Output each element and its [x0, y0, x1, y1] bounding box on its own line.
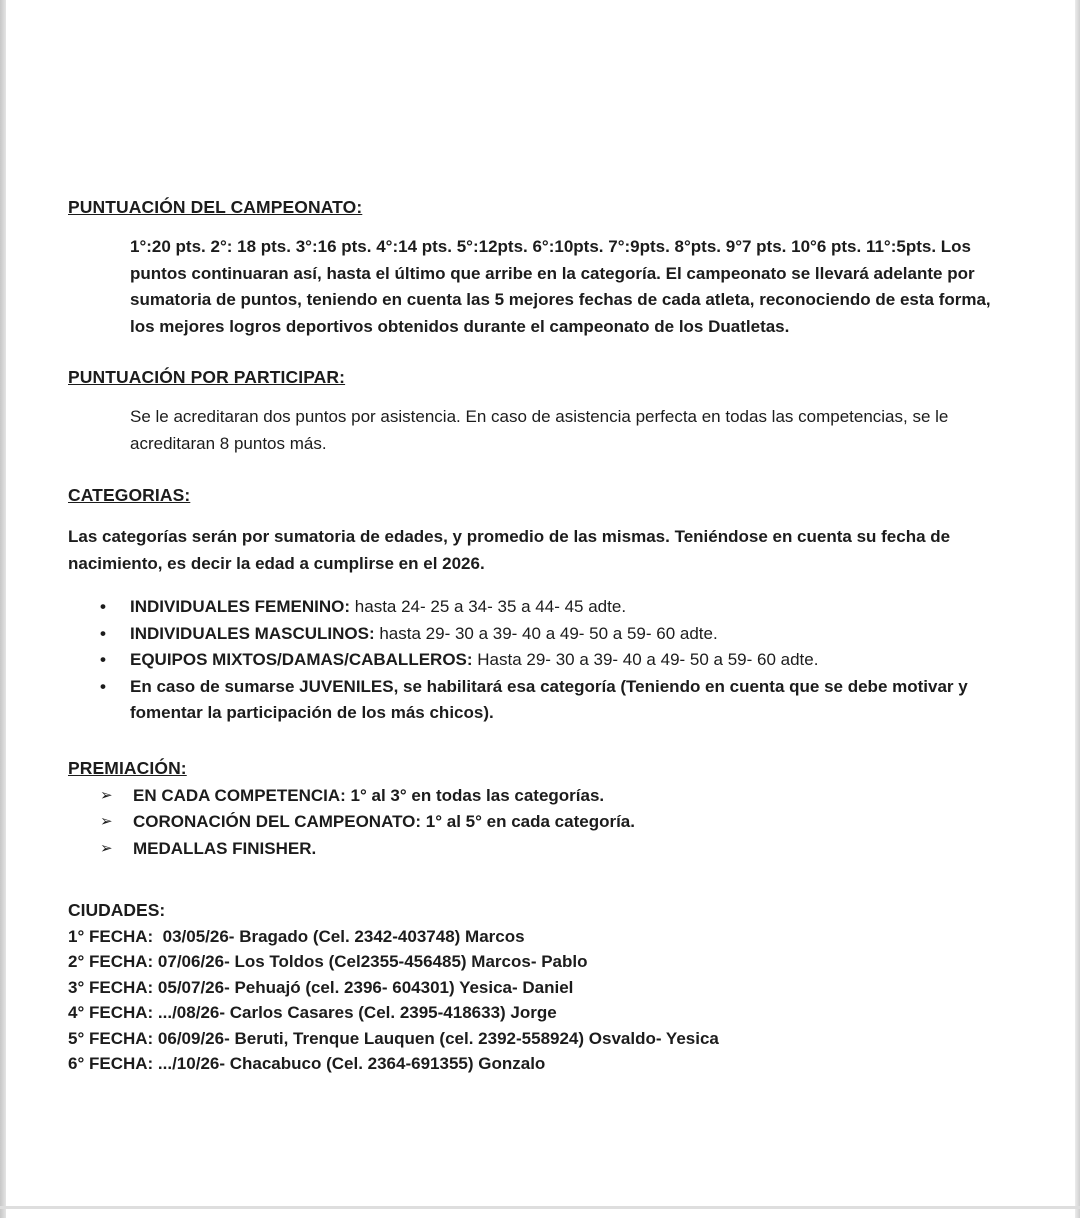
list-item-en-cada-competencia [100, 783, 1012, 810]
fecha-line-2: 2° FECHA: 07/06/26- Los Toldos (Cel2355-456485) Marcos- Pablo [68, 952, 588, 971]
arrow-bullet-icon: ➢ [100, 813, 113, 830]
fecha-line-4: 4° FECHA: .../08/26- Carlos Casares (Cel. 2395-418633) Jorge [68, 1003, 557, 1022]
list-item-coronacion [100, 809, 1012, 836]
list-item-individuales-femenino [100, 594, 1012, 621]
section-heading-puntuacion-campeonato: PUNTUACIÓN DEL CAMPEONATO: [68, 197, 363, 217]
paragraph-puntuacion-campeonato: 1°:20 pts. 2°: 18 pts. 3°:16 pts. 4°:14 pts. 5°:12pts. 6°:10pts. 7°:9pts. 8°pts. 9°7 pts. 10°6 pts. 11°:5pts. Los puntos continuaran así, hasta el último que arribe en la categoría. El campeonato se llevará adelante por sumatoria de puntos, teniendo en cuenta las 5 mejores fechas de cada atleta, reconociendo de esta forma, los mejores logros deportivos obtenidos durante el campeonato de los Duatletas. [130, 237, 991, 336]
list-item-text: EQUIPOS MIXTOS/DAMAS/CABALLEROS: Hasta 29- 30 a 39- 40 a 49- 50 a 59- 60 adte. [130, 650, 819, 669]
categorias-list [100, 594, 1012, 727]
page-bottom-edge [0, 1206, 1080, 1209]
section-heading-ciudades: CIUDADES: [68, 900, 166, 920]
bullet-icon: • [100, 623, 106, 643]
list-item-text: INDIVIDUALES MASCULINOS: hasta 29- 30 a 39- 40 a 49- 50 a 59- 60 adte. [130, 623, 718, 643]
list-item-text: En caso de sumarse JUVENILES, se habilitará esa categoría (Teniendo en cuenta que se debe motivar y fomentar la participación de los más chicos). [130, 676, 968, 722]
list-item-text: INDIVIDUALES FEMENINO: hasta 24- 25 a 34- 35 a 44- 45 adte. [130, 597, 627, 616]
list-item-individuales-masculinos [100, 621, 1012, 648]
fecha-line-3: 3° FECHA: 05/07/26- Pehuajó (cel. 2396- 604301) Yesica- Daniel [68, 977, 574, 997]
paragraph-categorias-intro: Las categorías serán por sumatoria de edades, y promedio de las mismas. Teniéndose en cuenta su fecha de nacimiento, es decir la edad a cumplirse en el 2026. [68, 527, 951, 573]
fecha-line-6: 6° FECHA: .../10/26- Chacabuco (Cel. 2364-691355) Gonzalo [68, 1054, 546, 1073]
list-item-text: MEDALLAS FINISHER. [133, 838, 317, 858]
bullet-icon: • [100, 650, 106, 669]
list-item-equipos-mixtos [100, 647, 1012, 674]
fecha-line-1: 1° FECHA: 03/05/26- Bragado (Cel. 2342-403748) Marcos [68, 926, 525, 946]
paragraph-puntuacion-participar: Se le acreditaran dos puntos por asistencia. En caso de asistencia perfecta en todas las competencias, se le acreditaran 8 puntos más. [130, 407, 949, 453]
bullet-icon: • [100, 597, 106, 616]
list-item-text: CORONACIÓN DEL CAMPEONATO: 1° al 5° en cada categoría. [133, 812, 635, 831]
bullet-icon: • [100, 676, 106, 696]
section-heading-premiacion: PREMIACIÓN: [68, 757, 187, 778]
list-item-medallas-finisher [100, 836, 1012, 863]
list-item-text: EN CADA COMPETENCIA: 1° al 3° en todas las categorías. [133, 785, 605, 805]
fechas-list [68, 924, 1012, 1077]
page-right-edge [1075, 0, 1080, 1218]
list-item-juveniles [100, 674, 1012, 727]
section-heading-puntuacion-participar: PUNTUACIÓN POR PARTICIPAR: [68, 367, 346, 387]
page-left-edge [0, 0, 6, 1218]
arrow-bullet-icon: ➢ [100, 786, 113, 804]
premiacion-list [100, 783, 1012, 863]
arrow-bullet-icon: ➢ [100, 839, 113, 857]
section-heading-categorias: CATEGORIAS: [68, 485, 191, 505]
document-content [68, 197, 1012, 1077]
fecha-line-5: 5° FECHA: 06/09/26- Beruti, Trenque Lauquen (cel. 2392-558924) Osvaldo- Yesica [68, 1028, 719, 1048]
